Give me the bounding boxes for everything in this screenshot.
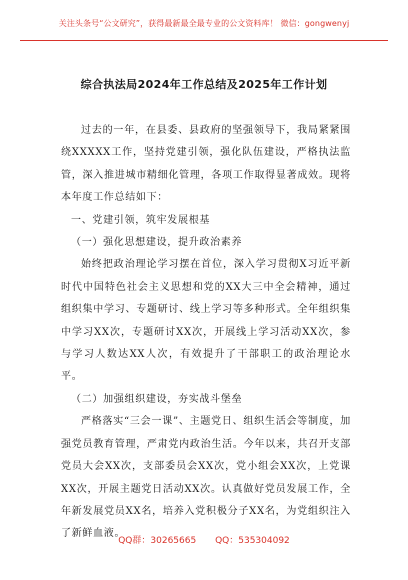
header-divider: [20, 40, 388, 41]
subsection-heading-2: （二）加强组织建设，夯实战斗堡垒: [71, 393, 243, 405]
section-heading-1: 一、党建引领，筑牢发展根基: [71, 214, 211, 226]
header-promo: 关注头条号“公文研究”，获得最新最全最专业的公文资料库！ 微信：gongwenyj: [58, 19, 350, 28]
document-title: 综合执法局2024年工作总结及2025年工作计划: [80, 78, 328, 91]
subsection-heading-1: （一）强化思想建设，提升政治素养: [71, 237, 243, 249]
footer-contacts: [0, 533, 408, 546]
footer-qq-group: QQ群：30265665: [118, 536, 197, 546]
body-paragraph-1: 始终把政治理论学习摆在首位，深入学习贯彻X习近平新时代中国特色社会主义思想和党的XX大三中全会精神，通过组织集中学习、专题研讨、线上学习等多种形式。全年组织集中学习XX次，专题研讨XX次，开展线上学习活动XX次，参与学习人数达XX人次，有效提升了干部职工的政治理论水平。: [61, 259, 351, 383]
footer-qq: QQ：535304092: [215, 536, 290, 546]
body-paragraph-2: 严格落实“三会一课”、主题党日、组织生活会等制度，加强党员教育管理，严肃党内政治生活。今年以来，共召开支部党员大会XX次，支部委员会XX次，党小组会XX次，上党课XX次，开展主题党日活动XX次。认真做好党员发展工作，全年新发展党员XX名，培养入党积极分子XX名，为党组织注入了新鲜血液。: [61, 416, 351, 540]
document-body: [61, 120, 351, 546]
intro-paragraph: 过去的一年，在县委、县政府的坚强领导下，我局紧紧围绕XXXXX工作，坚持党建引领，强化队伍建设，严格执法监管，深入推进城市精细化管理，各项工作取得显著成效。现将本年度工作总结如下：: [61, 125, 351, 204]
